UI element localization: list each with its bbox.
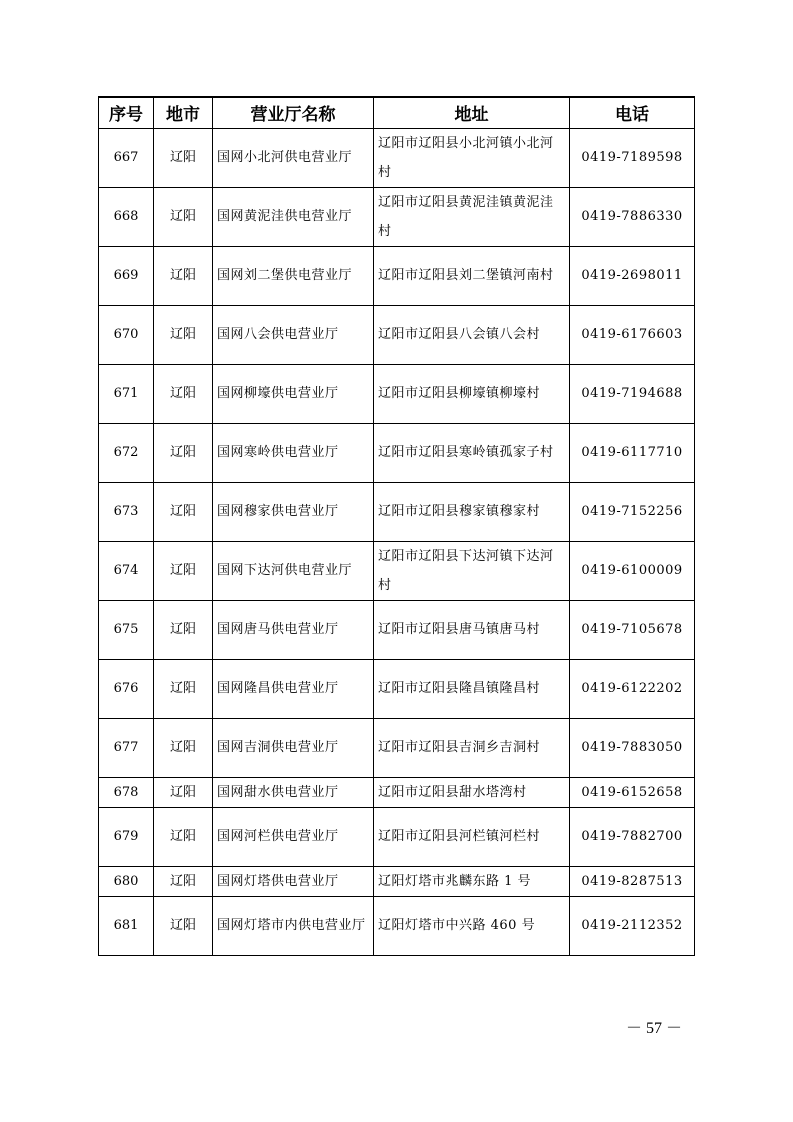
row-address: 辽阳市辽阳县寒岭镇孤家子村 bbox=[374, 423, 570, 482]
row-number: 667 bbox=[99, 128, 154, 187]
row-city: 辽阳 bbox=[154, 659, 213, 718]
row-city: 辽阳 bbox=[154, 777, 213, 807]
row-phone: 0419-6176603 bbox=[570, 305, 695, 364]
table-header-row bbox=[99, 97, 695, 128]
row-address: 辽阳市辽阳县隆昌镇隆昌村 bbox=[374, 659, 570, 718]
row-city: 辽阳 bbox=[154, 600, 213, 659]
row-hall-name: 国网唐马供电营业厅 bbox=[213, 600, 374, 659]
row-address: 辽阳市辽阳县黄泥洼镇黄泥洼村 bbox=[374, 187, 570, 246]
table-row bbox=[99, 807, 695, 866]
row-hall-name: 国网河栏供电营业厅 bbox=[213, 807, 374, 866]
table-row bbox=[99, 482, 695, 541]
table-row bbox=[99, 128, 695, 187]
row-hall-name: 国网小北河供电营业厅 bbox=[213, 128, 374, 187]
row-number: 670 bbox=[99, 305, 154, 364]
row-city: 辽阳 bbox=[154, 718, 213, 777]
row-number: 677 bbox=[99, 718, 154, 777]
table-row bbox=[99, 541, 695, 600]
row-address: 辽阳灯塔市中兴路 460 号 bbox=[374, 896, 570, 955]
row-number: 680 bbox=[99, 866, 154, 896]
row-hall-name: 国网刘二堡供电营业厅 bbox=[213, 246, 374, 305]
row-phone: 0419-7882700 bbox=[570, 807, 695, 866]
table-row bbox=[99, 866, 695, 896]
row-hall-name: 国网穆家供电营业厅 bbox=[213, 482, 374, 541]
row-phone: 0419-7189598 bbox=[570, 128, 695, 187]
row-hall-name: 国网吉洞供电营业厅 bbox=[213, 718, 374, 777]
row-number: 681 bbox=[99, 896, 154, 955]
row-phone: 0419-2698011 bbox=[570, 246, 695, 305]
row-hall-name: 国网灯塔市内供电营业厅 bbox=[213, 896, 374, 955]
row-hall-name: 国网黄泥洼供电营业厅 bbox=[213, 187, 374, 246]
row-phone: 0419-7194688 bbox=[570, 364, 695, 423]
row-address: 辽阳市辽阳县甜水塔湾村 bbox=[374, 777, 570, 807]
row-number: 669 bbox=[99, 246, 154, 305]
row-hall-name: 国网灯塔供电营业厅 bbox=[213, 866, 374, 896]
row-number: 672 bbox=[99, 423, 154, 482]
row-hall-name: 国网八会供电营业厅 bbox=[213, 305, 374, 364]
table-row bbox=[99, 718, 695, 777]
table-row bbox=[99, 600, 695, 659]
row-phone: 0419-7883050 bbox=[570, 718, 695, 777]
row-city: 辽阳 bbox=[154, 246, 213, 305]
row-address: 辽阳市辽阳县小北河镇小北河村 bbox=[374, 128, 570, 187]
row-phone: 0419-7105678 bbox=[570, 600, 695, 659]
table-row bbox=[99, 423, 695, 482]
row-city: 辽阳 bbox=[154, 896, 213, 955]
row-address: 辽阳灯塔市兆麟东路 1 号 bbox=[374, 866, 570, 896]
row-address: 辽阳市辽阳县河栏镇河栏村 bbox=[374, 807, 570, 866]
row-address: 辽阳市辽阳县唐马镇唐马村 bbox=[374, 600, 570, 659]
service-hall-table bbox=[98, 96, 695, 956]
row-address: 辽阳市辽阳县吉洞乡吉洞村 bbox=[374, 718, 570, 777]
header-number: 序号 bbox=[99, 97, 154, 128]
row-city: 辽阳 bbox=[154, 866, 213, 896]
header-phone: 电话 bbox=[570, 97, 695, 128]
row-number: 674 bbox=[99, 541, 154, 600]
row-number: 668 bbox=[99, 187, 154, 246]
row-phone: 0419-7886330 bbox=[570, 187, 695, 246]
row-number: 671 bbox=[99, 364, 154, 423]
row-address: 辽阳市辽阳县穆家镇穆家村 bbox=[374, 482, 570, 541]
row-phone: 0419-6152658 bbox=[570, 777, 695, 807]
row-city: 辽阳 bbox=[154, 187, 213, 246]
row-city: 辽阳 bbox=[154, 364, 213, 423]
table-row bbox=[99, 246, 695, 305]
row-hall-name: 国网下达河供电营业厅 bbox=[213, 541, 374, 600]
header-hall-name: 营业厅名称 bbox=[213, 97, 374, 128]
row-phone: 0419-6122202 bbox=[570, 659, 695, 718]
table-row bbox=[99, 896, 695, 955]
row-hall-name: 国网隆昌供电营业厅 bbox=[213, 659, 374, 718]
row-city: 辽阳 bbox=[154, 541, 213, 600]
row-phone: 0419-6117710 bbox=[570, 423, 695, 482]
row-hall-name: 国网甜水供电营业厅 bbox=[213, 777, 374, 807]
table-row bbox=[99, 187, 695, 246]
table-row bbox=[99, 364, 695, 423]
row-address: 辽阳市辽阳县柳壕镇柳壕村 bbox=[374, 364, 570, 423]
row-phone: 0419-7152256 bbox=[570, 482, 695, 541]
header-city: 地市 bbox=[154, 97, 213, 128]
row-phone: 0419-2112352 bbox=[570, 896, 695, 955]
table-row bbox=[99, 777, 695, 807]
row-address: 辽阳市辽阳县下达河镇下达河村 bbox=[374, 541, 570, 600]
table-row bbox=[99, 305, 695, 364]
row-city: 辽阳 bbox=[154, 807, 213, 866]
header-address: 地址 bbox=[374, 97, 570, 128]
row-number: 679 bbox=[99, 807, 154, 866]
page-number: － 57 － bbox=[625, 1020, 682, 1037]
row-address: 辽阳市辽阳县刘二堡镇河南村 bbox=[374, 246, 570, 305]
row-number: 676 bbox=[99, 659, 154, 718]
row-city: 辽阳 bbox=[154, 128, 213, 187]
row-hall-name: 国网柳壕供电营业厅 bbox=[213, 364, 374, 423]
row-city: 辽阳 bbox=[154, 305, 213, 364]
row-hall-name: 国网寒岭供电营业厅 bbox=[213, 423, 374, 482]
row-address: 辽阳市辽阳县八会镇八会村 bbox=[374, 305, 570, 364]
row-number: 675 bbox=[99, 600, 154, 659]
row-phone: 0419-6100009 bbox=[570, 541, 695, 600]
table-row bbox=[99, 659, 695, 718]
row-number: 673 bbox=[99, 482, 154, 541]
row-phone: 0419-8287513 bbox=[570, 866, 695, 896]
row-number: 678 bbox=[99, 777, 154, 807]
row-city: 辽阳 bbox=[154, 482, 213, 541]
row-city: 辽阳 bbox=[154, 423, 213, 482]
